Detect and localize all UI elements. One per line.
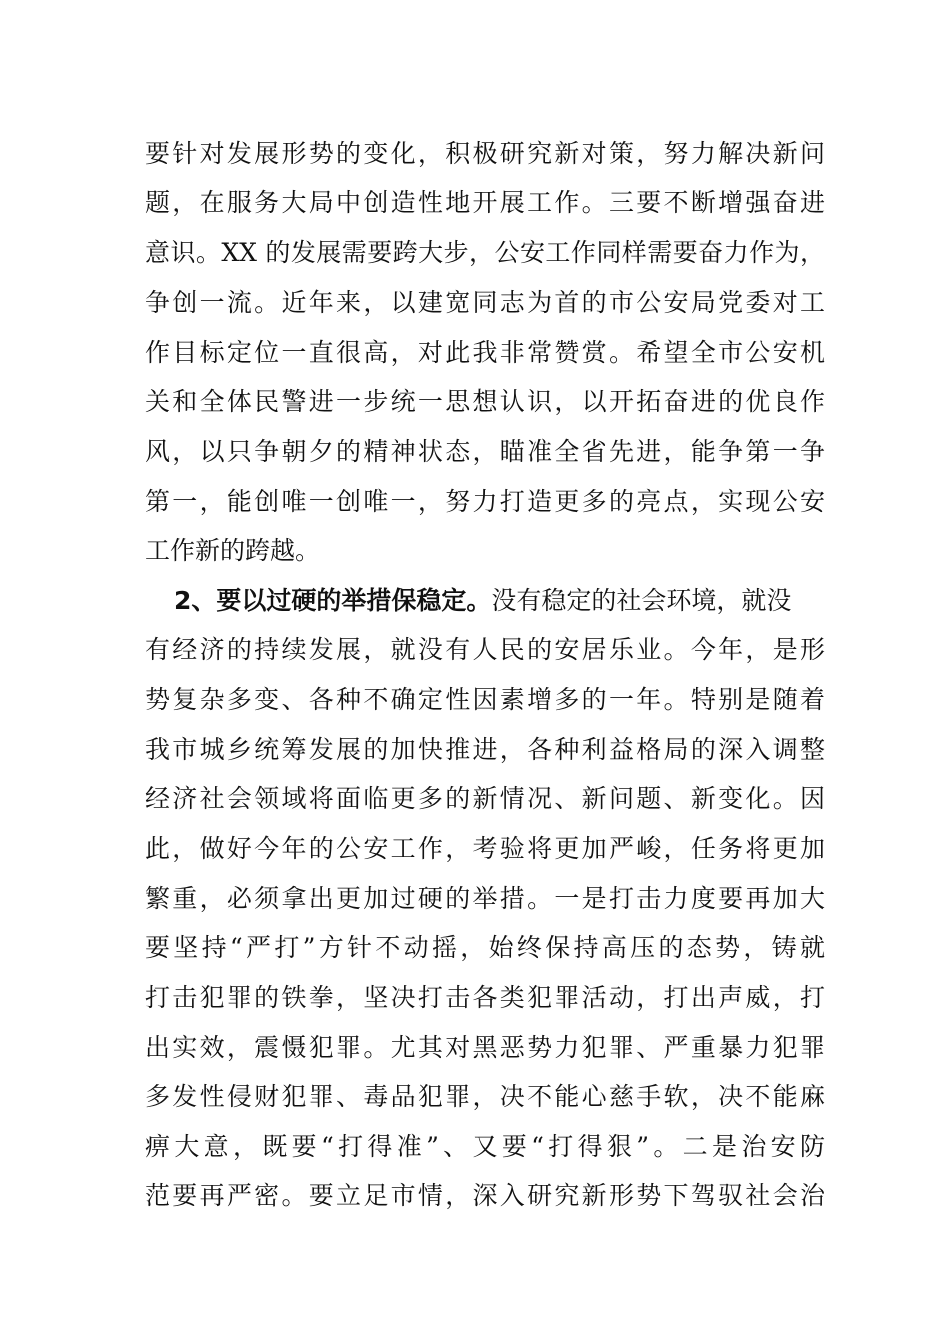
paragraph-line: 出实效，震慑犯罪。尤其对黑恶势力犯罪、严重暴力犯罪: [145, 1033, 825, 1062]
section-2-first-line: [145, 576, 825, 626]
paragraph-line: 此，做好今年的公安工作，考验将更加严峻，任务将更加: [145, 834, 825, 863]
paragraph-line: 我市城乡统筹发展的加快推进，各种利益格局的深入调整: [145, 735, 825, 764]
paragraph-line: 作目标定位一直很高，对此我非常赞赏。希望全市公安机: [145, 338, 825, 367]
paragraph-line: 痹大意，既要“打得准”、又要“打得狠”。二是治安防: [145, 1132, 825, 1161]
paragraph-line: 要针对发展形势的变化，积极研究新对策，努力解决新问: [145, 139, 825, 168]
paragraph-line: 范要再严密。要立足市情，深入研究新形势下驾驭社会治: [145, 1181, 825, 1210]
paragraph-line: 关和全体民警进一步统一思想认识，以开拓奋进的优良作: [145, 387, 825, 416]
paragraph-line: 繁重，必须拿出更加过硬的举措。一是打击力度要再加大: [145, 884, 825, 913]
section-2-heading: 2、要以过硬的举措保稳定。: [174, 586, 492, 615]
paragraph-line: 意识。XX 的发展需要跨大步，公安工作同样需要奋力作为，: [145, 238, 825, 267]
paragraph-line: 有经济的持续发展，就没有人民的安居乐业。今年，是形: [145, 635, 825, 664]
section-2-first-line-text: 没有稳定的社会环境，就没: [491, 586, 792, 615]
paragraph-line: 争创一流。近年来，以建宽同志为首的市公安局党委对工: [145, 288, 825, 317]
paragraph-line: 要坚持“严打”方针不动摇，始终保持高压的态势，铸就: [145, 933, 825, 962]
paragraph-line: 经济社会领域将面临更多的新情况、新问题、新变化。因: [145, 784, 825, 813]
paragraph-line: 多发性侵财犯罪、毒品犯罪，决不能心慈手软，决不能麻: [145, 1082, 825, 1111]
paragraph-line: 势复杂多变、各种不确定性因素增多的一年。特别是随着: [145, 685, 825, 714]
paragraph-line: 打击犯罪的铁拳，坚决打击各类犯罪活动，打出声威，打: [145, 983, 825, 1012]
paragraph-line-last: 工作新的跨越。: [145, 536, 321, 565]
paragraph-line: 题，在服务大局中创造性地开展工作。三要不断增强奋进: [145, 188, 825, 217]
paragraph-line: 风，以只争朝夕的精神状态，瞄准全省先进，能争第一争: [145, 437, 825, 466]
paragraph-line: 第一，能创唯一创唯一，努力打造更多的亮点，实现公安: [145, 487, 825, 516]
